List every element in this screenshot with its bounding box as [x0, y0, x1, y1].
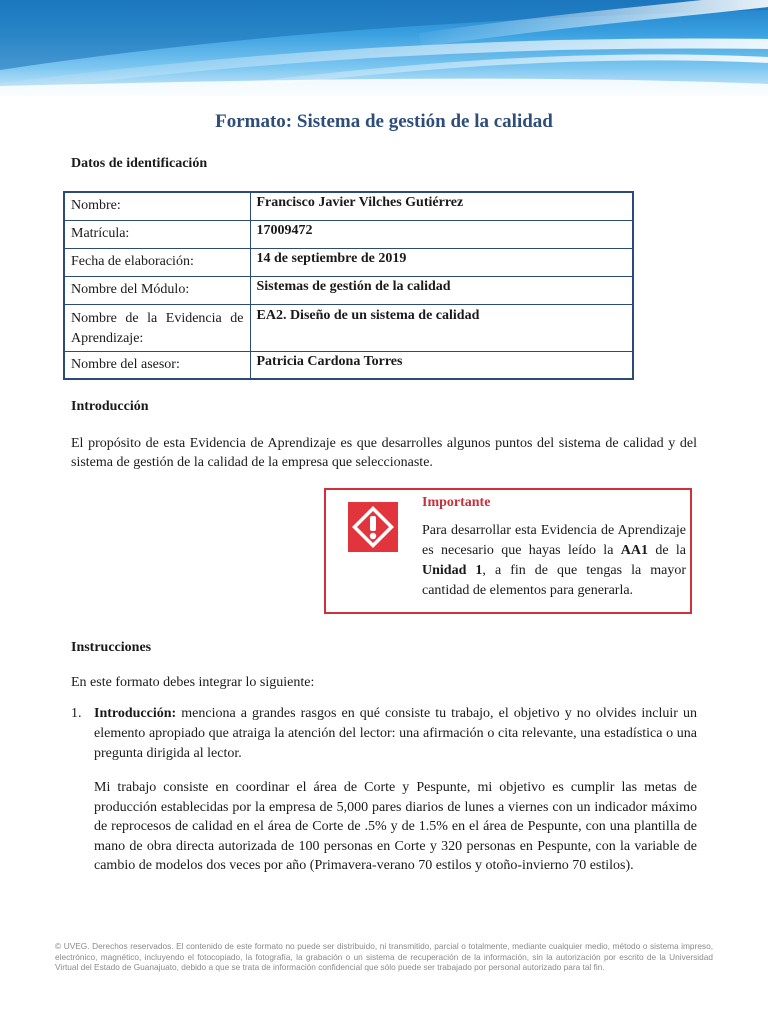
field-label: Nombre: — [64, 192, 250, 220]
field-label-line2: Aprendizaje: — [71, 330, 144, 346]
important-text-part: Para desarrollar esta Evidencia de Aprendizaje es necesario que hayas leído la — [422, 523, 686, 558]
important-text-part: , a fin de que tengas la mayor cantidad de elementos para generarla. — [422, 563, 687, 598]
copyright-footer: © UVEG. Derechos reservados. El contenido de este formato no puede ser distribuido, ni transmitido, parcial o totalmente, mediante cualquier medio, método o sistema impreso, electrónico, magnético, incluyendo el fotocopiado, la fotografía, la grabación o un sistema de recuperación de la información, sin la autorización por escrito de la Universidad Virtual del Estado de Guanajuato, debido a que se trata de información confidencial que sólo puede ser trabajado por personal autorizado para tal fin. — [55, 941, 713, 972]
field-value: 14 de septiembre de 2019 — [250, 248, 633, 276]
warning-icon — [348, 502, 398, 552]
field-value: Sistemas de gestión de la calidad — [250, 276, 633, 304]
identification-table — [63, 191, 634, 380]
table-row — [64, 304, 633, 351]
field-label: Matrícula: — [64, 220, 250, 248]
intro-heading: Introducción — [71, 399, 149, 414]
field-label: Fecha de elaboración: — [64, 248, 250, 276]
field-label — [64, 304, 250, 351]
field-value: Francisco Javier Vilches Gutiérrez — [250, 192, 633, 220]
important-bold-aa1: AA1 — [620, 543, 648, 558]
field-value: EA2. Diseño de un sistema de calidad — [250, 304, 633, 351]
identification-heading: Datos de identificación — [71, 156, 208, 171]
list-item-answer: Mi trabajo consiste en coordinar el área de Corte y Pespunte, mi objetivo es cumplir las metas de producción establecidas por la empresa de 5,000 pares diarios de lunes a viernes con un indicador máximo de reprocesos de calidad en el área de Corte de .5% y de 1.5% en el área de Pespunte, con una plantilla de mano de obra directa autorizada de 100 personas en Corte y 320 personas en Pespunte, con la variable de cambio de modelos dos veces por año (Primavera-verano 70 estilos y otoño-invierno 70 estilos). — [94, 780, 697, 873]
table-row — [64, 351, 633, 379]
list-item-text — [94, 704, 697, 764]
field-value: Patricia Cardona Torres — [250, 351, 633, 379]
intro-paragraph: El propósito de esta Evidencia de Aprendizaje es que desarrolles algunos puntos del sistema de calidad y del sistema de gestión de la calidad de la empresa que seleccionaste. — [71, 436, 697, 470]
list-item-number: 1. — [71, 706, 82, 721]
table-row — [64, 192, 633, 220]
header-banner — [0, 0, 768, 96]
instructions-heading: Instrucciones — [71, 640, 152, 655]
important-text-part: de la — [647, 543, 686, 558]
important-heading: Importante — [422, 495, 491, 510]
field-label-line1: Nombre de la Evidencia de — [71, 310, 244, 326]
table-row — [64, 276, 633, 304]
instructions-lead: En este formato debes integrar lo siguiente: — [71, 675, 315, 690]
important-callout — [324, 488, 692, 614]
list-item-bold: Introducción: — [94, 706, 177, 721]
important-bold-unidad: Unidad 1 — [422, 563, 483, 578]
table-row — [64, 220, 633, 248]
field-label: Nombre del Módulo: — [64, 276, 250, 304]
important-text — [422, 521, 686, 601]
banner-waves-graphic — [0, 0, 768, 96]
field-label: Nombre del asesor: — [64, 351, 250, 379]
page-title: Formato: Sistema de gestión de la calidad — [215, 111, 553, 132]
list-item-description: menciona a grandes rasgos en qué consiste tu trabajo, el objetivo y no olvides incluir un elemento apropiado que atraiga la atención del lector: una afirmación o cita relevante, una estadística o una pregunta dirigida al lector. — [94, 706, 697, 761]
table-row — [64, 248, 633, 276]
field-value: 17009472 — [250, 220, 633, 248]
